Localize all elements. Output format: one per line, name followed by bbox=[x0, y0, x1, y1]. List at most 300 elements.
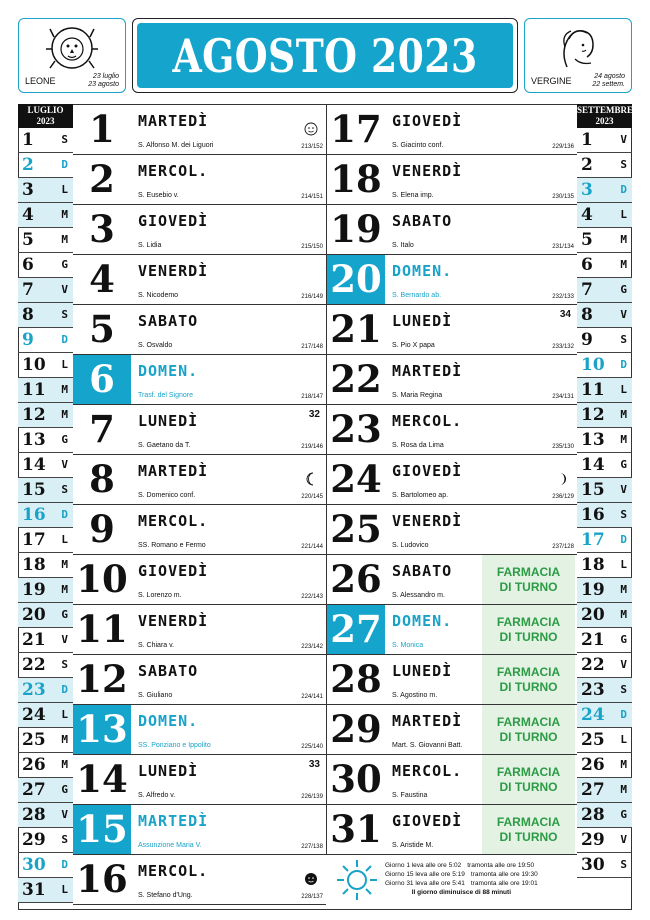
mini-day-number: 22 bbox=[581, 655, 605, 675]
sun-times bbox=[385, 861, 538, 897]
day-saint: Trasf. del Signore bbox=[138, 392, 193, 399]
mini-day-weekday: L bbox=[620, 383, 627, 396]
new-moon-icon bbox=[304, 871, 318, 890]
mini-day-weekday: G bbox=[61, 608, 68, 621]
day-number: 24 bbox=[330, 457, 382, 501]
day-saint: S. Giacinto conf. bbox=[392, 142, 444, 149]
mini-day-weekday: L bbox=[620, 558, 627, 571]
month-title: AGOSTO 2023 bbox=[172, 28, 478, 83]
day-progressive: 214/151 bbox=[301, 194, 323, 200]
prev-month-day-row bbox=[18, 853, 73, 878]
mini-day-weekday: V bbox=[620, 308, 627, 321]
day-number: 19 bbox=[330, 207, 382, 251]
mini-day-number: 26 bbox=[22, 755, 46, 775]
pharmacy-on-duty bbox=[482, 655, 575, 704]
mini-day-weekday: M bbox=[620, 758, 627, 771]
day-number: 25 bbox=[330, 507, 382, 551]
next-month-day-row bbox=[577, 803, 632, 828]
mini-day-number: 2 bbox=[22, 155, 34, 175]
mini-day-weekday: D bbox=[61, 858, 68, 871]
mini-day-number: 1 bbox=[22, 130, 34, 150]
mini-day-weekday: D bbox=[620, 183, 627, 196]
pharmacy-label-line2: DI TURNO bbox=[499, 779, 558, 794]
next-month-day-row bbox=[577, 628, 632, 653]
pharmacy-label-line1: FARMACIA bbox=[496, 664, 561, 679]
day-progressive: 224/141 bbox=[301, 694, 323, 700]
zodiac-dates-left: 23 luglio 23 agosto bbox=[88, 73, 119, 88]
mini-day-weekday: S bbox=[620, 333, 627, 346]
first-quarter-moon-icon bbox=[555, 471, 569, 490]
day-number: 27 bbox=[327, 605, 385, 654]
next-month-day-row bbox=[577, 528, 632, 553]
next-month-header: SETTEMBRE 2023 bbox=[577, 105, 634, 126]
day-cell bbox=[73, 205, 326, 255]
day-cell bbox=[73, 505, 326, 555]
next-month-day-row bbox=[577, 603, 632, 628]
day-weekday: DOMEN. bbox=[138, 712, 199, 730]
day-saint: S. Chiara v. bbox=[138, 642, 175, 649]
sun-icon bbox=[335, 858, 379, 902]
day-weekday: GIOVEDÌ bbox=[392, 462, 463, 480]
prev-month-day-row bbox=[18, 453, 73, 478]
day-saint: S. Nicodemo bbox=[138, 292, 179, 299]
mini-day-weekday: D bbox=[61, 683, 68, 696]
day-number: 14 bbox=[76, 757, 128, 801]
mini-day-number: 20 bbox=[581, 605, 605, 625]
mini-day-weekday: M bbox=[620, 783, 627, 796]
day-number: 12 bbox=[76, 657, 128, 701]
day-weekday: GIOVEDÌ bbox=[138, 562, 209, 580]
mini-day-weekday: D bbox=[620, 533, 627, 546]
day-number: 8 bbox=[89, 457, 115, 501]
day-saint: S. Domenico conf. bbox=[138, 492, 196, 499]
mini-day-weekday: D bbox=[620, 358, 627, 371]
day-cell bbox=[73, 655, 326, 705]
mini-day-weekday: V bbox=[620, 658, 627, 671]
day-number: 1 bbox=[89, 107, 115, 151]
mini-day-number: 23 bbox=[22, 680, 46, 700]
day-progressive: 219/146 bbox=[301, 444, 323, 450]
mini-day-number: 9 bbox=[581, 330, 593, 350]
pharmacy-label-line2: DI TURNO bbox=[499, 629, 558, 644]
prev-month-day-row bbox=[18, 578, 73, 603]
mini-day-weekday: M bbox=[620, 258, 627, 271]
day-weekday: GIOVEDÌ bbox=[392, 812, 463, 830]
mini-day-number: 18 bbox=[581, 555, 605, 575]
mini-day-number: 13 bbox=[581, 430, 605, 450]
day-weekday: SABATO bbox=[392, 562, 453, 580]
mini-day-number: 24 bbox=[22, 705, 46, 725]
day-cell bbox=[73, 805, 326, 855]
pharmacy-label bbox=[497, 665, 560, 695]
day-progressive: 235/130 bbox=[552, 444, 574, 450]
pharmacy-on-duty bbox=[482, 755, 575, 804]
day-progressive: 231/134 bbox=[552, 244, 574, 250]
mini-day-number: 4 bbox=[581, 205, 593, 225]
day-saint: S. Rosa da Lima bbox=[392, 442, 444, 449]
day-weekday: MARTEDÌ bbox=[138, 812, 209, 830]
day-weekday: DOMEN. bbox=[138, 362, 199, 380]
day-saint: Assunzione Maria V. bbox=[138, 842, 202, 849]
mini-day-number: 18 bbox=[22, 555, 46, 575]
day-weekday: LUNEDÌ bbox=[138, 762, 199, 780]
mini-day-number: 26 bbox=[581, 755, 605, 775]
day-saint: S. Agostino m. bbox=[392, 692, 438, 699]
day-progressive: 229/136 bbox=[552, 144, 574, 150]
day-cell bbox=[73, 605, 326, 655]
mini-day-weekday: M bbox=[61, 233, 68, 246]
mini-day-number: 27 bbox=[581, 780, 605, 800]
day-cell bbox=[326, 505, 577, 555]
day-number: 7 bbox=[89, 407, 115, 451]
next-month-day-row bbox=[577, 678, 632, 703]
pharmacy-label bbox=[497, 565, 560, 595]
day-saint: S. Pio X papa bbox=[392, 342, 435, 349]
sun-line-31: Giorno 31 leva alle ore 5:41 tramonta alle ore 19:01 bbox=[385, 880, 538, 887]
mini-day-weekday: M bbox=[620, 433, 627, 446]
mini-day-number: 20 bbox=[22, 605, 46, 625]
day-progressive: 222/143 bbox=[301, 594, 323, 600]
prev-month-day-row bbox=[18, 603, 73, 628]
day-weekday: MARTEDÌ bbox=[138, 462, 209, 480]
day-weekday: VENERDÌ bbox=[138, 612, 209, 630]
day-number: 28 bbox=[330, 657, 382, 701]
prev-month-day-row bbox=[18, 403, 73, 428]
day-progressive: 225/140 bbox=[301, 744, 323, 750]
day-number: 10 bbox=[76, 557, 128, 601]
day-weekday: MARTEDÌ bbox=[392, 362, 463, 380]
day-number: 20 bbox=[327, 255, 385, 304]
mini-day-number: 16 bbox=[581, 505, 605, 525]
mini-day-weekday: M bbox=[61, 733, 68, 746]
day-cell bbox=[73, 755, 326, 805]
day-number: 17 bbox=[330, 107, 382, 151]
day-saint: S. Osvaldo bbox=[138, 342, 173, 349]
day-weekday: SABATO bbox=[392, 212, 453, 230]
mini-day-weekday: L bbox=[620, 733, 627, 746]
mini-day-weekday: V bbox=[61, 808, 68, 821]
mini-day-number: 17 bbox=[22, 530, 46, 550]
mini-day-weekday: M bbox=[61, 208, 68, 221]
mini-day-weekday: M bbox=[61, 408, 68, 421]
mini-day-number: 31 bbox=[22, 880, 46, 900]
mini-day-weekday: L bbox=[620, 208, 627, 221]
day-number: 30 bbox=[330, 757, 382, 801]
next-month-day-row bbox=[577, 203, 632, 228]
mini-day-weekday: S bbox=[620, 858, 627, 871]
pharmacy-on-duty bbox=[482, 555, 575, 604]
prev-month-day-row bbox=[18, 528, 73, 553]
prev-month-day-row bbox=[18, 703, 73, 728]
virgo-icon bbox=[551, 23, 605, 73]
mini-day-weekday: D bbox=[620, 708, 627, 721]
mini-day-weekday: V bbox=[61, 633, 68, 646]
mini-day-number: 11 bbox=[22, 380, 46, 400]
day-cell bbox=[326, 455, 577, 505]
mini-day-number: 25 bbox=[22, 730, 46, 750]
next-month-day-row bbox=[577, 353, 632, 378]
pharmacy-label-line2: DI TURNO bbox=[499, 729, 558, 744]
day-saint: S. Alfonso M. dei Liguori bbox=[138, 142, 214, 149]
mini-day-number: 7 bbox=[581, 280, 593, 300]
day-weekday: LUNEDÌ bbox=[392, 662, 453, 680]
day-cell bbox=[326, 305, 577, 355]
mini-day-number: 3 bbox=[22, 180, 34, 200]
day-progressive: 218/147 bbox=[301, 394, 323, 400]
mini-day-number: 6 bbox=[581, 255, 593, 275]
mini-day-weekday: M bbox=[620, 408, 627, 421]
day-cell bbox=[326, 255, 577, 305]
next-month-day-row bbox=[577, 478, 632, 503]
day-cell bbox=[73, 455, 326, 505]
full-moon-icon bbox=[304, 122, 318, 136]
day-weekday: MARTEDÌ bbox=[392, 712, 463, 730]
day-cell bbox=[73, 855, 326, 905]
day-number: 16 bbox=[76, 857, 128, 901]
mini-day-number: 15 bbox=[22, 480, 46, 500]
day-progressive: 227/138 bbox=[301, 844, 323, 850]
day-number: 3 bbox=[89, 207, 115, 251]
mini-day-weekday: G bbox=[61, 433, 68, 446]
day-saint: SS. Romano e Fermo bbox=[138, 542, 206, 549]
pharmacy-on-duty bbox=[482, 805, 575, 854]
mini-day-weekday: D bbox=[61, 158, 68, 171]
day-number: 15 bbox=[73, 805, 131, 854]
mini-day-number: 29 bbox=[22, 830, 46, 850]
day-progressive: 217/148 bbox=[301, 344, 323, 350]
pharmacy-label bbox=[497, 715, 560, 745]
prev-month-day-row bbox=[18, 828, 73, 853]
day-number: 9 bbox=[89, 507, 115, 551]
next-month-day-row bbox=[577, 853, 632, 878]
prev-month-day-row bbox=[18, 678, 73, 703]
mini-day-number: 3 bbox=[581, 180, 593, 200]
day-cell bbox=[73, 255, 326, 305]
next-month-day-row bbox=[577, 553, 632, 578]
day-saint: S. Italo bbox=[392, 242, 414, 249]
prev-month-day-row bbox=[18, 503, 73, 528]
day-progressive: 237/128 bbox=[552, 544, 574, 550]
day-progressive: 213/152 bbox=[301, 144, 323, 150]
mini-day-number: 14 bbox=[581, 455, 605, 475]
pharmacy-label-line2: DI TURNO bbox=[499, 829, 558, 844]
month-title-box bbox=[132, 18, 518, 93]
mini-day-weekday: G bbox=[61, 258, 68, 271]
mini-day-weekday: S bbox=[620, 683, 627, 696]
day-weekday: MERCOL. bbox=[392, 762, 463, 780]
day-progressive: 232/133 bbox=[552, 294, 574, 300]
next-month-day-row bbox=[577, 153, 632, 178]
day-number: 21 bbox=[330, 307, 382, 351]
mini-day-number: 8 bbox=[581, 305, 593, 325]
mini-day-weekday: D bbox=[61, 508, 68, 521]
mini-day-weekday: M bbox=[61, 383, 68, 396]
day-saint: S. Elena imp. bbox=[392, 192, 434, 199]
prev-month-day-row bbox=[18, 178, 73, 203]
mini-day-weekday: M bbox=[620, 583, 627, 596]
prev-month-day-row bbox=[18, 228, 73, 253]
mini-day-weekday: M bbox=[61, 758, 68, 771]
next-month-day-row bbox=[577, 128, 632, 153]
mini-day-number: 12 bbox=[581, 405, 605, 425]
day-cell bbox=[73, 555, 326, 605]
next-month-day-row bbox=[577, 228, 632, 253]
next-month-day-row bbox=[577, 403, 632, 428]
day-weekday: MERCOL. bbox=[138, 512, 209, 530]
week-number: 34 bbox=[559, 309, 571, 320]
mini-day-weekday: S bbox=[61, 308, 68, 321]
mini-day-number: 15 bbox=[581, 480, 605, 500]
day-number: 29 bbox=[330, 707, 382, 751]
prev-month-day-row bbox=[18, 378, 73, 403]
day-weekday: GIOVEDÌ bbox=[138, 212, 209, 230]
day-progressive: 226/139 bbox=[301, 794, 323, 800]
day-progressive: 215/150 bbox=[301, 244, 323, 250]
day-saint: S. Alfredo v. bbox=[138, 792, 176, 799]
day-weekday: MERCOL. bbox=[392, 412, 463, 430]
mini-day-weekday: L bbox=[61, 883, 68, 896]
day-progressive: 236/129 bbox=[552, 494, 574, 500]
next-month-day-row bbox=[577, 253, 632, 278]
mini-day-weekday: S bbox=[61, 133, 68, 146]
mini-day-weekday: V bbox=[61, 458, 68, 471]
prev-month-day-row bbox=[18, 478, 73, 503]
mini-day-weekday: S bbox=[61, 483, 68, 496]
next-month-day-row bbox=[577, 328, 632, 353]
day-weekday: SABATO bbox=[138, 662, 199, 680]
day-progressive: 228/137 bbox=[301, 894, 323, 900]
day-weekday: MERCOL. bbox=[138, 862, 209, 880]
day-progressive: 220/145 bbox=[301, 494, 323, 500]
mini-day-weekday: G bbox=[620, 458, 627, 471]
day-cell bbox=[326, 355, 577, 405]
pharmacy-on-duty bbox=[482, 605, 575, 654]
prev-month-day-row bbox=[18, 628, 73, 653]
mini-day-number: 13 bbox=[22, 430, 46, 450]
day-cell bbox=[73, 105, 326, 155]
day-weekday: GIOVEDÌ bbox=[392, 112, 463, 130]
mini-day-number: 2 bbox=[581, 155, 593, 175]
mini-day-number: 29 bbox=[581, 830, 605, 850]
mini-day-number: 12 bbox=[22, 405, 46, 425]
prev-month-day-row bbox=[18, 278, 73, 303]
mini-day-number: 7 bbox=[22, 280, 34, 300]
day-weekday: MARTEDÌ bbox=[138, 112, 209, 130]
prev-month-day-row bbox=[18, 728, 73, 753]
mini-day-number: 5 bbox=[22, 230, 34, 250]
day-number: 6 bbox=[73, 355, 131, 404]
prev-month-calendar bbox=[18, 104, 73, 903]
prev-month-day-row bbox=[18, 778, 73, 803]
day-weekday: LUNEDÌ bbox=[392, 312, 453, 330]
prev-month-day-row bbox=[18, 753, 73, 778]
mini-day-number: 10 bbox=[22, 355, 46, 375]
day-saint: S. Monica bbox=[392, 642, 424, 649]
prev-month-header: LUGLIO 2023 bbox=[18, 104, 73, 128]
mini-day-weekday: V bbox=[61, 283, 68, 296]
prev-month-day-row bbox=[18, 353, 73, 378]
day-cell bbox=[326, 405, 577, 455]
pharmacy-label-line2: DI TURNO bbox=[499, 579, 558, 594]
full-moon-icon bbox=[304, 121, 318, 140]
day-number: 23 bbox=[330, 407, 382, 451]
mini-day-weekday: G bbox=[620, 633, 627, 646]
next-month-day-row bbox=[577, 428, 632, 453]
mini-day-number: 22 bbox=[22, 655, 46, 675]
day-saint: S. Bernardo ab. bbox=[392, 292, 442, 299]
day-cell bbox=[73, 155, 326, 205]
prev-month-day-row bbox=[18, 878, 73, 903]
mini-day-weekday: M bbox=[61, 558, 68, 571]
mini-day-weekday: G bbox=[61, 783, 68, 796]
mini-day-number: 9 bbox=[22, 330, 34, 350]
next-month-calendar bbox=[577, 104, 632, 878]
day-saint: S. Faustina bbox=[392, 792, 428, 799]
next-month-day-row bbox=[577, 303, 632, 328]
mini-day-number: 11 bbox=[581, 380, 605, 400]
prev-month-day-row bbox=[18, 553, 73, 578]
day-saint: S. Gaetano da T. bbox=[138, 442, 191, 449]
day-number: 11 bbox=[76, 607, 128, 651]
day-saint: S. Aristide M. bbox=[392, 842, 434, 849]
day-saint: SS. Ponziano e Ippolito bbox=[138, 742, 211, 749]
prev-month-day-row bbox=[18, 653, 73, 678]
day-number: 4 bbox=[89, 257, 115, 301]
day-saint: S. Giuliano bbox=[138, 692, 173, 699]
mini-day-weekday: G bbox=[620, 808, 627, 821]
mini-day-weekday: L bbox=[61, 533, 68, 546]
sun-line-1: Giorno 1 leva alle ore 5:02 tramonta alle ore 19:50 bbox=[385, 862, 535, 869]
prev-month-day-row bbox=[18, 428, 73, 453]
day-progressive: 223/142 bbox=[301, 644, 323, 650]
mini-day-number: 5 bbox=[581, 230, 593, 250]
prev-month-day-row bbox=[18, 803, 73, 828]
mini-day-weekday: D bbox=[61, 333, 68, 346]
day-weekday: DOMEN. bbox=[392, 262, 453, 280]
mini-day-number: 25 bbox=[581, 730, 605, 750]
prev-month-day-row bbox=[18, 253, 73, 278]
last-quarter-moon-icon bbox=[304, 472, 318, 486]
mini-day-number: 30 bbox=[22, 855, 46, 875]
mini-day-weekday: S bbox=[620, 158, 627, 171]
next-month-day-row bbox=[577, 703, 632, 728]
day-weekday: VENERDÌ bbox=[138, 262, 209, 280]
day-weekday: VENERDÌ bbox=[392, 162, 463, 180]
mini-day-number: 28 bbox=[581, 805, 605, 825]
mini-day-weekday: V bbox=[620, 133, 627, 146]
day-number: 5 bbox=[89, 307, 115, 351]
mini-day-number: 10 bbox=[581, 355, 605, 375]
pharmacy-label-line2: DI TURNO bbox=[499, 679, 558, 694]
next-month-day-row bbox=[577, 503, 632, 528]
new-moon-icon bbox=[304, 872, 318, 886]
mini-day-number: 6 bbox=[22, 255, 34, 275]
next-month-day-row bbox=[577, 778, 632, 803]
day-number: 18 bbox=[330, 157, 382, 201]
mini-day-number: 8 bbox=[22, 305, 34, 325]
mini-day-weekday: S bbox=[620, 508, 627, 521]
day-cell bbox=[326, 155, 577, 205]
next-month-day-row bbox=[577, 578, 632, 603]
day-saint: S. Stefano d'Ung. bbox=[138, 892, 193, 899]
mini-day-number: 19 bbox=[22, 580, 46, 600]
day-number: 31 bbox=[330, 807, 382, 851]
day-saint: S. Lorenzo m. bbox=[138, 592, 182, 599]
day-cell bbox=[73, 355, 326, 405]
day-number: 22 bbox=[330, 357, 382, 401]
day-cell bbox=[73, 305, 326, 355]
day-saint: S. Ludovico bbox=[392, 542, 429, 549]
